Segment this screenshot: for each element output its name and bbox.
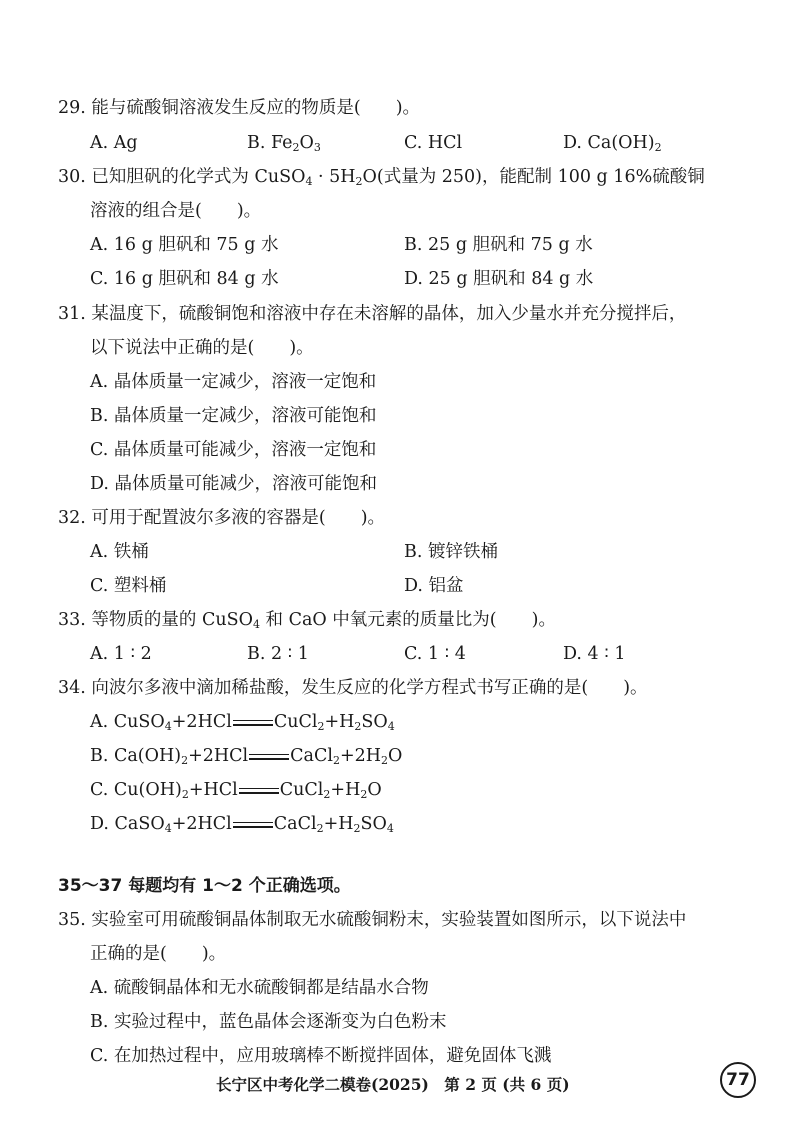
equals-double-line-icon [233, 822, 273, 828]
page-number-badge: 77 [720, 1062, 756, 1098]
equals-double-line-icon [249, 754, 289, 760]
q31-option-b: B. 晶体质量一定减少，溶液可能饱和 [90, 406, 377, 426]
q32-option-d: D. 铝盆 [404, 576, 464, 596]
equals-double-line-icon [239, 788, 279, 794]
q29-option-a: A. Ag [90, 133, 138, 153]
question-30-stem-line2: 溶液的组合是( )。 [90, 201, 262, 221]
q34-option-a: A. CuSO$_4$+2HCl $CuCl_2+H_2SO_4$ [90, 712, 395, 733]
question-34-stem: 34. 向波尔多液中滴加稀盐酸，发生反应的化学方程式书写正确的是( )。 [58, 678, 648, 698]
q29-option-b: B. $Fe_2O_3$ [247, 133, 321, 154]
q33-option-c: C. 1 ∶ 4 [404, 644, 466, 664]
q33-option-d: D. 4 ∶ 1 [563, 644, 626, 664]
q35-option-a: A. 硫酸铜晶体和无水硫酸铜都是结晶水合物 [90, 978, 429, 998]
question-35-stem-line2: 正确的是( )。 [90, 944, 227, 964]
q29-option-c: C. HCl [404, 133, 463, 153]
section-instruction: 35～37 每题均有 1～2 个正确选项。 [58, 876, 351, 896]
q29-option-d: D. $Ca(OH)_2$ [563, 133, 662, 154]
question-29-stem: 29. 能与硫酸铜溶液发生反应的物质是( )。 [58, 98, 421, 118]
q30-option-d: D. 25 g 胆矾和 84 g 水 [404, 269, 594, 289]
q32-option-b: B. 镀锌铁桶 [404, 542, 498, 562]
q34-option-c: C. $Cu(OH)_2+HCl$ $CuCl_2+H_2O$ [90, 780, 382, 801]
question-31-stem-line2: 以下说法中正确的是( )。 [90, 338, 314, 358]
q31-option-d: D. 晶体质量可能减少，溶液可能饱和 [90, 474, 378, 494]
q30-option-b: B. 25 g 胆矾和 75 g 水 [404, 235, 593, 255]
q30-option-c: C. 16 g 胆矾和 84 g 水 [90, 269, 279, 289]
question-33-stem: 33. 等物质的量的 CuSO$_4$ 和 CaO 中氧元素的质量比为( )。 [58, 610, 556, 631]
question-30-stem: 30. 已知胆矾的化学式为 CuSO$_4$ · $5H_2O$(式量为 250)，能配制 100 g 16%硫酸铜 [58, 167, 705, 188]
question-31-stem: 31. 某温度下，硫酸铜饱和溶液中存在未溶解的晶体，加入少量水并充分搅拌后， [58, 304, 687, 324]
q34-option-b: B. $Ca(OH)_2+2HCl$ $CaCl_2+2H_2O$ [90, 746, 403, 767]
question-32-stem: 32. 可用于配置波尔多液的容器是( )。 [58, 508, 386, 528]
q30-option-a: A. 16 g 胆矾和 75 g 水 [90, 235, 279, 255]
question-35-stem: 35. 实验室可用硫酸铜晶体制取无水硫酸铜粉末，实验装置如图所示，以下说法中 [58, 910, 687, 930]
q32-option-a: A. 铁桶 [90, 542, 149, 562]
q35-option-b: B. 实验过程中，蓝色晶体会逐渐变为白色粉末 [90, 1012, 447, 1032]
q31-option-c: C. 晶体质量可能减少，溶液一定饱和 [90, 440, 377, 460]
q31-option-a: A. 晶体质量一定减少，溶液一定饱和 [90, 372, 377, 392]
q32-option-c: C. 塑料桶 [90, 576, 167, 596]
page-footer: 长宁区中考化学二模卷(2025) 第 2 页 (共 6 页) [216, 1075, 570, 1094]
q35-option-c: C. 在加热过程中，应用玻璃棒不断搅拌固体，避免固体飞溅 [90, 1046, 552, 1066]
q33-option-a: A. 1 ∶ 2 [90, 644, 152, 664]
q34-option-d: D. CaSO$_4$+2HCl $CaCl_2+H_2SO_4$ [90, 814, 394, 835]
q33-option-b: B. 2 ∶ 1 [247, 644, 309, 664]
equals-double-line-icon [233, 720, 273, 726]
